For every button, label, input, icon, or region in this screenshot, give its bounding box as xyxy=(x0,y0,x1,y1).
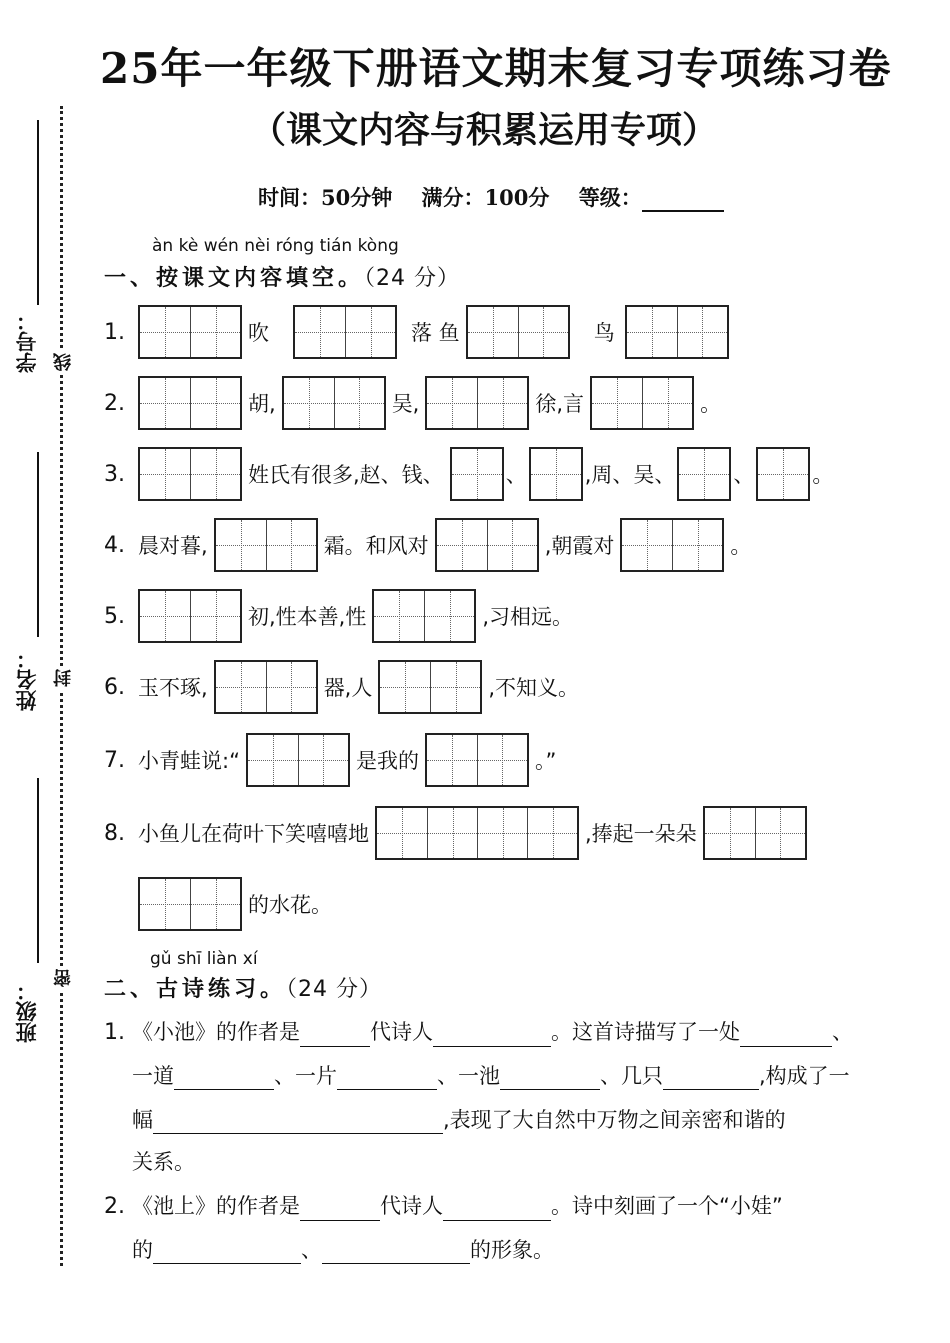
s1-question-3 xyxy=(104,447,835,501)
s1-question-5 xyxy=(104,589,579,643)
s1-question-8 xyxy=(104,806,807,860)
section2-pinyin: gǔ shī liàn xí xyxy=(150,949,258,969)
answer-grid[interactable] xyxy=(590,376,694,430)
question-number: 6. xyxy=(104,674,125,700)
question-number: 1. xyxy=(104,319,125,345)
section2-score: （24 分） xyxy=(286,977,383,1002)
s2-question-1-line2 xyxy=(132,1062,850,1090)
question-text: 的 xyxy=(132,1238,153,1262)
section1-heading xyxy=(104,261,460,292)
question-text: 《小池》的作者是 xyxy=(132,1020,300,1044)
question-number: 5. xyxy=(104,603,125,629)
answer-blank[interactable] xyxy=(663,1065,759,1090)
section2-title: 二、古诗练习。 xyxy=(104,977,287,1002)
question-number: 1. xyxy=(104,1020,125,1045)
question-number: 8. xyxy=(104,820,125,846)
question-text: 吹 xyxy=(248,321,269,345)
s1-question-2 xyxy=(104,376,727,430)
student-no-line[interactable] xyxy=(37,120,39,305)
question-text: 、一池 xyxy=(437,1064,500,1088)
answer-grid[interactable] xyxy=(246,733,350,787)
answer-grid[interactable] xyxy=(282,376,386,430)
answer-grid[interactable] xyxy=(138,447,242,501)
exam-meta xyxy=(258,182,724,212)
question-text: 小青蛙说:“ xyxy=(138,749,240,773)
question-text: 晨对暮, xyxy=(138,534,208,558)
s2-question-2-line1 xyxy=(104,1192,783,1221)
question-number: 7. xyxy=(104,747,125,773)
answer-blank[interactable] xyxy=(500,1065,600,1090)
s2-question-2-line2 xyxy=(132,1236,554,1264)
question-text: 胡, xyxy=(248,392,276,416)
binding-word-seal: 封 xyxy=(51,666,77,690)
question-text: 。诗中刻画了一个“小娃” xyxy=(551,1194,783,1218)
question-text: 。” xyxy=(534,749,557,773)
class-line[interactable] xyxy=(37,778,39,963)
answer-blank[interactable] xyxy=(322,1239,470,1264)
answer-grid[interactable] xyxy=(620,518,724,572)
answer-grid[interactable] xyxy=(293,305,397,359)
question-text: ,习相远。 xyxy=(482,605,574,629)
answer-grid[interactable] xyxy=(138,589,242,643)
answer-grid[interactable] xyxy=(625,305,729,359)
question-text: 。这首诗描写了一处 xyxy=(551,1020,740,1044)
answer-grid[interactable] xyxy=(138,376,242,430)
name-line[interactable] xyxy=(37,452,39,637)
answer-grid[interactable] xyxy=(466,305,570,359)
s2-question-1-line4 xyxy=(132,1148,195,1176)
question-text: 的水花。 xyxy=(248,893,332,917)
answer-grid[interactable] xyxy=(677,447,731,501)
question-text: 代诗人 xyxy=(380,1194,443,1218)
question-text: 。 xyxy=(730,534,752,558)
time-limit: 时间：50分钟 xyxy=(258,185,393,210)
question-text: 《池上》的作者是 xyxy=(132,1194,300,1218)
binding-word-line: 线 xyxy=(51,350,77,374)
answer-grid[interactable] xyxy=(214,518,318,572)
question-text: 徐,言 xyxy=(535,392,585,416)
section1-score: （24 分） xyxy=(364,266,461,291)
s1-question-4 xyxy=(104,518,757,572)
answer-blank[interactable] xyxy=(153,1109,443,1134)
question-text: 鸟 xyxy=(593,321,615,345)
question-text: 关系。 xyxy=(132,1150,195,1174)
question-text: 玉不琢, xyxy=(138,676,208,700)
answer-blank[interactable] xyxy=(433,1022,551,1047)
full-score: 满分：100分 xyxy=(421,185,550,210)
answer-grid[interactable] xyxy=(425,733,529,787)
question-text: ,朝霞对 xyxy=(544,534,615,558)
question-text: 初,性本善,性 xyxy=(248,605,367,629)
question-number: 3. xyxy=(104,461,125,487)
student-no-label: 学号： xyxy=(15,310,39,373)
answer-grid[interactable] xyxy=(425,376,529,430)
s1-question-1 xyxy=(104,305,729,359)
page-title: 25年一年级下册语文期末复习专项练习卷 xyxy=(100,44,892,93)
question-text: 是我的 xyxy=(355,749,419,773)
answer-grid[interactable] xyxy=(703,806,807,860)
answer-blank[interactable] xyxy=(740,1022,832,1047)
question-text: 、 xyxy=(505,463,527,487)
binding-word-secret: 密 xyxy=(51,966,77,990)
answer-grid[interactable] xyxy=(756,447,810,501)
question-text: 小鱼儿在荷叶下笑嘻嘻地 xyxy=(138,822,369,846)
answer-grid[interactable] xyxy=(375,806,579,860)
s1-question-7 xyxy=(104,733,562,787)
question-text: 。 xyxy=(700,392,722,416)
question-text: 、几只 xyxy=(600,1064,663,1088)
answer-blank[interactable] xyxy=(443,1196,551,1221)
question-text: 的形象。 xyxy=(470,1238,554,1262)
question-text: ,周、吴、 xyxy=(584,463,676,487)
s2-question-1-line1 xyxy=(104,1018,853,1047)
answer-grid[interactable] xyxy=(378,660,482,714)
question-text: ,捧起一朵朵 xyxy=(585,822,697,846)
section2-heading xyxy=(104,972,382,1003)
question-text: 器,人 xyxy=(323,676,373,700)
answer-blank[interactable] xyxy=(337,1065,437,1090)
question-number: 2. xyxy=(104,1194,125,1219)
grade-blank[interactable] xyxy=(642,188,724,212)
question-text: 霜。和风对 xyxy=(323,534,429,558)
question-text: ,不知义。 xyxy=(488,676,580,700)
answer-blank[interactable] xyxy=(300,1196,380,1221)
answer-grid[interactable] xyxy=(138,877,242,931)
question-text: 落 鱼 xyxy=(411,321,460,345)
question-text: 。 xyxy=(812,463,834,487)
answer-blank[interactable] xyxy=(300,1022,370,1047)
question-text: 吴, xyxy=(391,392,420,416)
question-number: 2. xyxy=(104,390,125,416)
question-text: 姓氏有很多,赵、钱、 xyxy=(248,463,444,487)
question-text: 、 xyxy=(832,1020,853,1044)
s1-question-6 xyxy=(104,660,585,714)
answer-blank[interactable] xyxy=(153,1239,301,1264)
section1-pinyin: àn kè wén nèi róng tián kòng xyxy=(152,236,399,256)
question-text: 、 xyxy=(301,1238,322,1262)
question-text: 、一片 xyxy=(274,1064,337,1088)
answer-grid[interactable] xyxy=(529,447,583,501)
answer-grid[interactable] xyxy=(450,447,504,501)
answer-blank[interactable] xyxy=(174,1065,274,1090)
question-text: 幅 xyxy=(132,1108,153,1132)
question-text: ,表现了大自然中万物之间亲密和谐的 xyxy=(443,1108,786,1132)
name-label: 姓名： xyxy=(15,648,39,711)
question-text: 、 xyxy=(733,463,755,487)
answer-grid[interactable] xyxy=(435,518,539,572)
question-text: 一道 xyxy=(132,1064,174,1088)
page-subtitle: （课文内容与积累运用专项） xyxy=(250,109,719,151)
question-text: ,构成了一 xyxy=(759,1064,850,1088)
class-label: 班级： xyxy=(15,980,39,1043)
s2-question-1-line3 xyxy=(132,1106,786,1134)
answer-grid[interactable] xyxy=(214,660,318,714)
question-number: 4. xyxy=(104,532,125,558)
answer-grid[interactable] xyxy=(372,589,476,643)
section1-title: 一、按课文内容填空。 xyxy=(104,266,365,291)
question-text: 代诗人 xyxy=(370,1020,433,1044)
s1-question-8-cont xyxy=(138,877,338,931)
grade-label: 等级： xyxy=(578,185,642,210)
answer-grid[interactable] xyxy=(138,305,242,359)
